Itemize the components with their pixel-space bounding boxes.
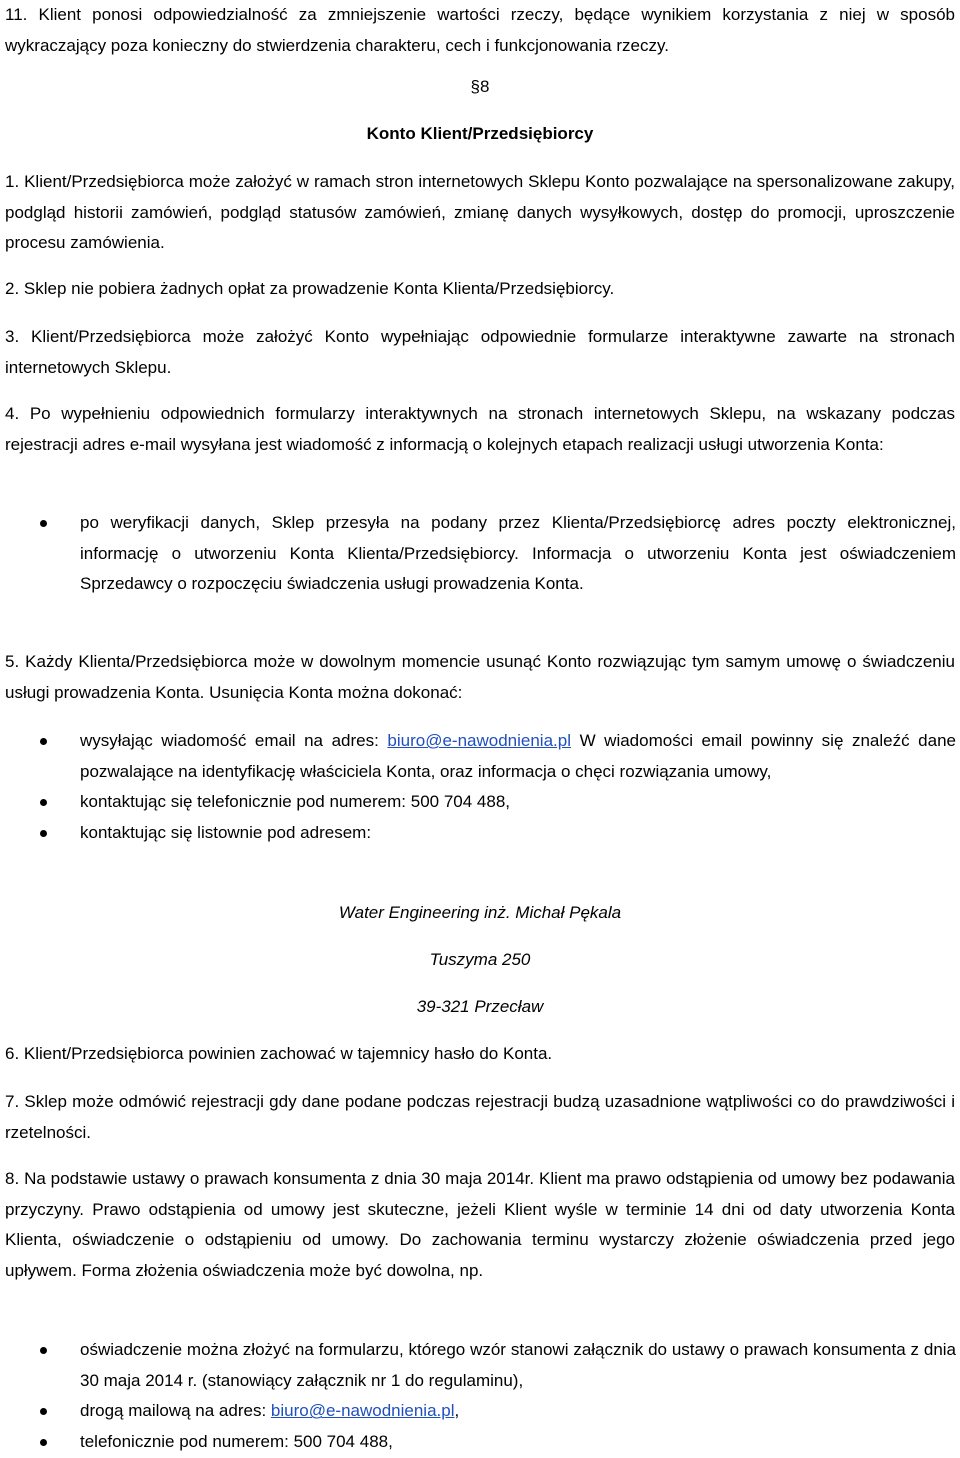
list-item xyxy=(36,818,956,849)
list-item xyxy=(36,1335,956,1396)
list-item-text: drogą mailową na adres: xyxy=(80,1401,271,1421)
list-item-text: telefonicznie pod numerem: 500 704 488, xyxy=(80,1432,393,1452)
email-link[interactable]: biuro@e-nawodnienia.pl xyxy=(270,1401,455,1421)
paragraph-8: 8. Na podstawie ustawy o prawach konsumenta z dnia 30 maja 2014r. Klient ma prawo odstąpienia od umowy bez podawania przyczyny. Prawo odstąpienia od umowy jest skuteczne, jeżeli Klient wyśle w terminie 14 dni od daty utworzenia Konta Klienta, oświadczenie o odstąpieniu od umowy. Do zachowania terminu wystarczy złożenie oświadczenia przed jego upływem. Forma złożenia oświadczenia może być dowolna, np. xyxy=(5,1169,955,1281)
section-title: Konto Klient/Przedsiębiorcy xyxy=(366,124,594,143)
list-item-text: oświadczenie można złożyć na formularzu, którego wzór stanowi załącznik do ustawy o prawach konsumenta z dnia 30 maja 2014 r. (stanowiący załącznik nr 1 do regulaminu), xyxy=(80,1340,956,1390)
paragraph-1: 1. Klient/Przedsiębiorca może założyć w ramach stron internetowych Sklepu Konto pozwalające na spersonalizowane zakupy, podgląd historii zamówień, podgląd statusów zamówień, zmianę danych wysyłkowych, dostęp do promocji, uproszczenie procesu zamówienia. xyxy=(5,172,955,253)
list-item-text: W wiadomości email powinny się znaleźć dane pozwalające na identyfikację właściciela Konta, oraz informacja o chęci rozwiązania umowy, xyxy=(80,731,957,781)
list-item-text: kontaktując się telefonicznie pod numerem: 500 704 488, xyxy=(80,792,510,812)
address-name: Water Engineering inż. Michał Pękala xyxy=(338,903,622,922)
bullet-icon xyxy=(40,1347,47,1354)
list-item xyxy=(36,1427,956,1458)
paragraph-7: 7. Sklep może odmówić rejestracji gdy dane podane podczas rejestracji budzą uzasadnione wątpliwości co do prawdziwości i rzetelności. xyxy=(5,1092,955,1142)
email-link[interactable]: biuro@e-nawodnienia.pl xyxy=(387,731,571,750)
bullet-icon xyxy=(40,1439,47,1446)
address-city: 39-321 Przecław xyxy=(416,997,544,1016)
paragraph-4: 4. Po wypełnieniu odpowiednich formularzy interaktywnych na stronach internetowych Sklepu, na wskazany podczas rejestracji adres e-mail wysyłana jest wiadomość z informacją o kolejnych etapach realizacji usługi utworzenia Konta: xyxy=(5,404,955,454)
bullet-icon xyxy=(40,520,47,527)
paragraph-11: 11. Klient ponosi odpowiedzialność za zmniejszenie wartości rzeczy, będące wynikiem korzystania z niej w sposób wykraczający poza konieczny do stwierdzenia charakteru, cech i funkcjonowania rzeczy. xyxy=(5,5,955,55)
bullet-icon xyxy=(40,830,47,837)
paragraph-6: 6. Klient/Przedsiębiorca powinien zachować w tajemnicy hasło do Konta. xyxy=(5,1044,553,1063)
paragraph-8-list xyxy=(36,1335,956,1458)
bullet-icon xyxy=(40,1408,47,1415)
bullet-icon xyxy=(40,799,47,806)
list-item-text: , xyxy=(454,1401,460,1421)
bullet-icon xyxy=(40,738,47,745)
paragraph-5: 5. Każdy Klienta/Przedsiębiorca może w dowolnym momencie usunąć Konto rozwiązując tym samym umowę o świadczeniu usługi prowadzenia Konta. Usunięcia Konta można dokonać: xyxy=(5,652,955,702)
list-item xyxy=(36,787,956,818)
paragraph-4-list xyxy=(36,508,956,600)
paragraph-5-list xyxy=(36,726,956,849)
list-item xyxy=(36,508,956,600)
list-item xyxy=(36,726,956,787)
list-item xyxy=(36,1396,956,1427)
paragraph-2: 2. Sklep nie pobiera żadnych opłat za prowadzenie Konta Klienta/Przedsiębiorcy. xyxy=(5,279,615,298)
list-item-text: po weryfikacji danych, Sklep przesyła na podany przez Klienta/Przedsiębiorcę adres poczty elektronicznej, informację o utworzeniu Konta Klienta/Przedsiębiorcy. Informacja o utworzeniu Konta jest oświadczeniem Sprzedawcy o rozpoczęciu świadczenia usługi prowadzenia Konta. xyxy=(80,513,956,594)
paragraph-3: 3. Klient/Przedsiębiorca może założyć Konto wypełniając odpowiednie formularze interaktywne zawarte na stronach internetowych Sklepu. xyxy=(5,327,955,377)
address-street: Tuszyma 250 xyxy=(429,950,531,969)
list-item-text: kontaktując się listownie pod adresem: xyxy=(80,823,372,843)
list-item-text: wysyłając wiadomość email na adres: xyxy=(80,731,388,750)
section-number: §8 xyxy=(470,77,490,96)
